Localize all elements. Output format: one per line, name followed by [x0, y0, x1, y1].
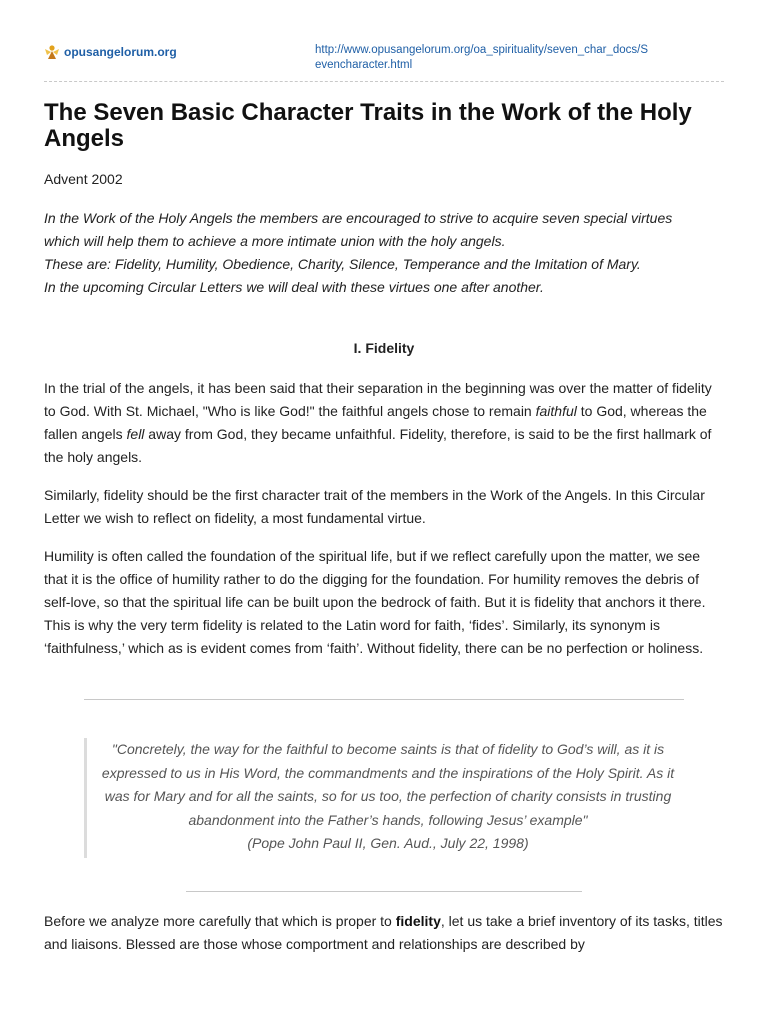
body-paragraph-1 — [44, 377, 724, 469]
angel-logo-icon — [44, 44, 60, 60]
intro-line: which will help them to achieve a more intimate union with the holy angels. — [44, 233, 506, 249]
body-paragraph-2: Similarly, fidelity should be the first character trait of the members in the Work of the Angels. In this Circular Letter we wish to reflect on fidelity, a most fundamental virtue. — [44, 487, 705, 526]
url-line-1[interactable]: http://www.opusangelorum.org/oa_spirituality/seven_char_docs/S — [315, 44, 649, 56]
text-run: Before we analyze more carefully that which is proper to — [44, 913, 396, 929]
body-paragraph-4 — [44, 910, 724, 956]
date-line: Advent 2002 — [44, 171, 123, 187]
pull-quote — [84, 738, 687, 858]
emphasis-text: fell — [126, 426, 145, 442]
url-line-2[interactable]: evencharacter.html — [315, 59, 413, 71]
page-header — [44, 44, 724, 82]
bold-term: fidelity — [395, 913, 441, 929]
source-url[interactable] — [315, 43, 735, 73]
header-divider — [44, 81, 724, 82]
quote-text — [87, 738, 687, 856]
emphasis-text: faithful — [535, 403, 577, 419]
intro-line: In the upcoming Circular Letters we will deal with these virtues one after another. — [44, 279, 544, 295]
quote-body: "Concretely, the way for the faithful to become saints is that of fidelity to God’s will, as it is expressed to us in His Word, the commandments and the inspirations of the Holy Spirit. As it was for Mary and for all the saints, so for us too, the perfection of charity consists in trusting abandonment into the Father’s hands, following Jesus’ example" — [101, 741, 675, 828]
text-run: to God, whereas the fallen angels — [44, 403, 707, 442]
quote-source: (Pope John Paul II, Gen. Aud., July 22, 1998) — [247, 835, 529, 851]
text-run: , let us take a brief inventory of its tasks, titles and liaisons. Blessed are those whose comportment and relationships are described by — [44, 913, 723, 952]
page-title: The Seven Basic Character Traits in the Work of the Holy Angels — [44, 99, 692, 152]
quote-top-divider — [84, 699, 684, 700]
quote-bottom-divider — [186, 891, 582, 892]
site-name[interactable]: opusangelorum.org — [64, 45, 177, 59]
body-paragraph-3: Humility is often called the foundation of the spiritual life, but if we reflect carefully upon the matter, we see that it is the office of humility rather to do the digging for the foundation. For humility removes the debris of self-love, so that the spiritual life can be built upon the bedrock of faith. But it is fidelity that anchors it there. This is why the very term fidelity is related to the Latin word for faith, ‘fides’. Similarly, its synonym is ‘faithfulness,’ which as is evident comes from ‘faith’. Without fidelity, there can be no perfection or holiness. — [44, 548, 706, 656]
intro-line: These are: Fidelity, Humility, Obedience, Charity, Silence, Temperance and the Imitation of Mary. — [44, 256, 641, 272]
intro-paragraph — [44, 207, 724, 299]
intro-line: In the Work of the Holy Angels the members are encouraged to strive to acquire seven special virtues — [44, 210, 673, 226]
site-link[interactable] — [44, 44, 177, 60]
section-heading: I. Fidelity — [353, 340, 415, 356]
text-run: away from God, they became unfaithful. Fidelity, therefore, is said to be the first hallmark of the holy angels. — [44, 426, 712, 465]
text-run: In the trial of the angels, it has been said that their separation in the beginning was over the matter of fidelity to God. With St. Michael, "Who is like God!" the faithful angels chose to remain — [44, 380, 712, 419]
